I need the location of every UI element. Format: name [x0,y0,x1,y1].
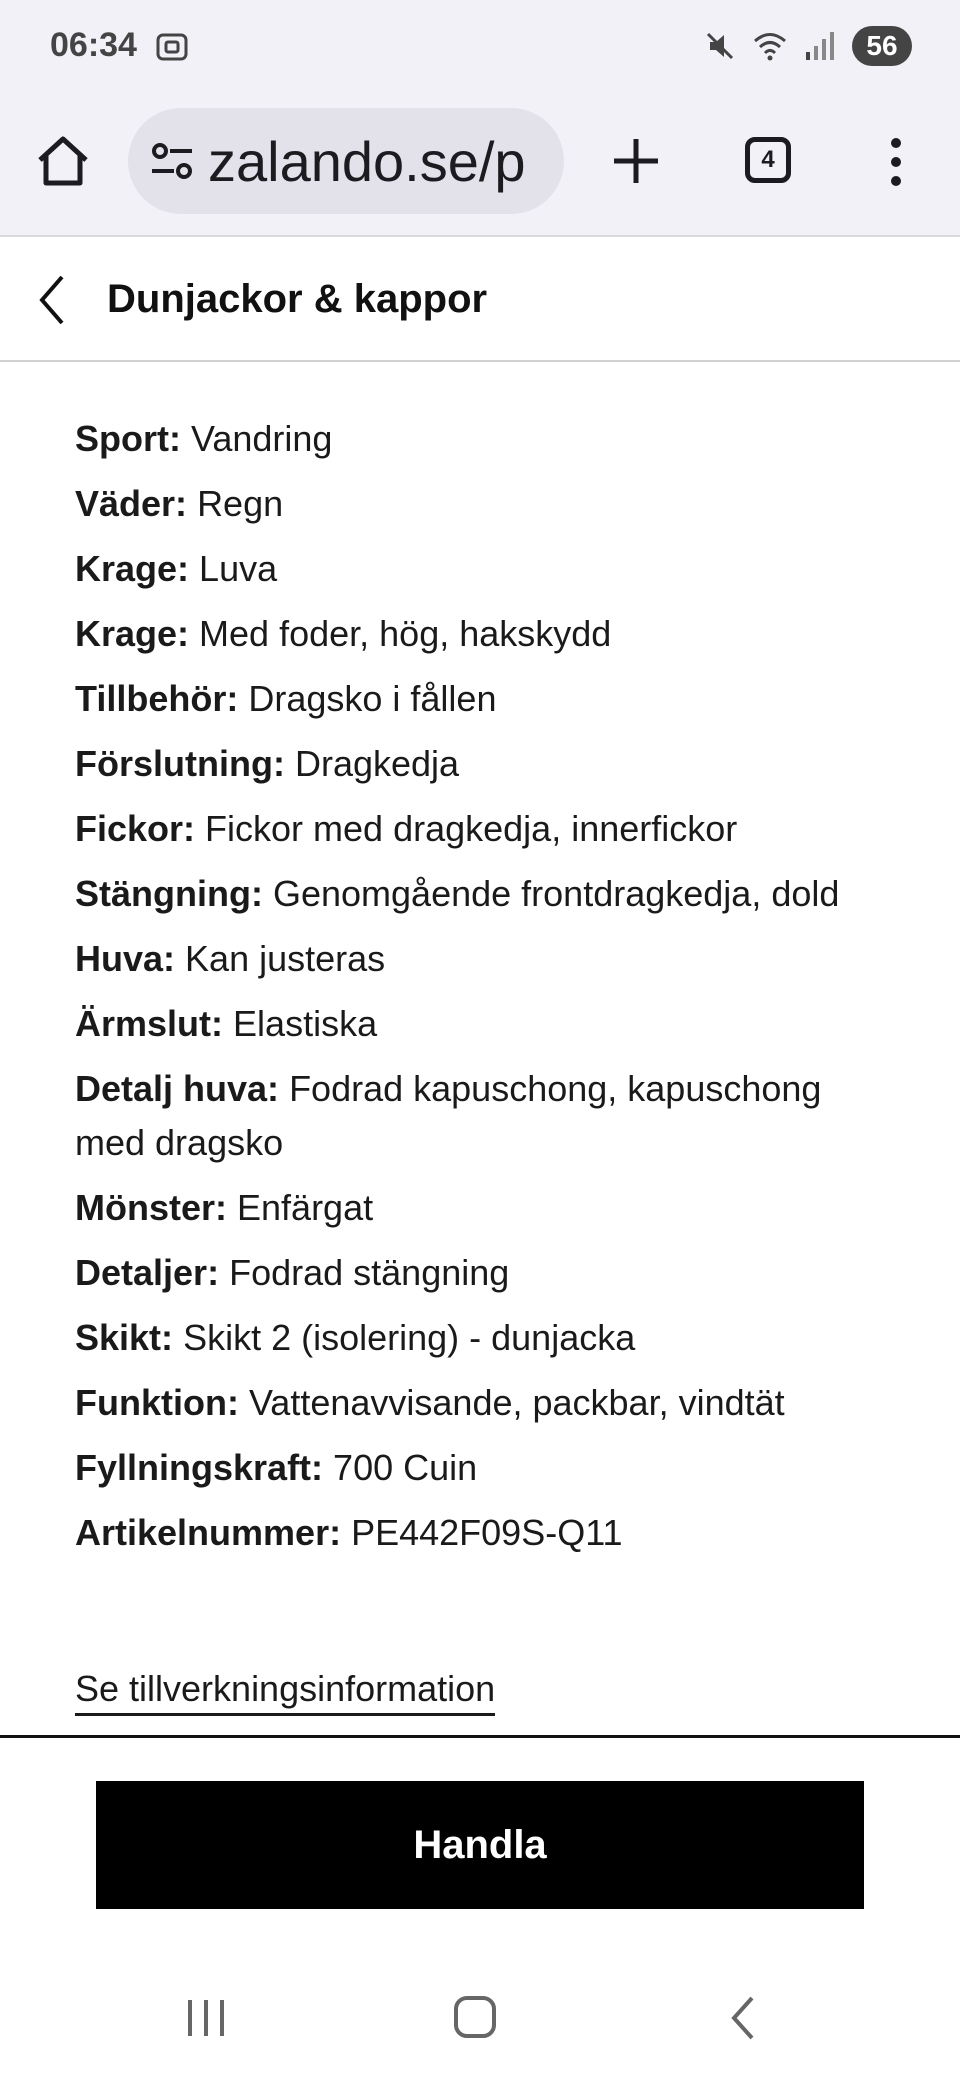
detail-value: Fodrad stängning [229,1252,510,1293]
detail-value: Skikt 2 (isolering) - dunjacka [183,1317,636,1358]
wifi-icon [752,28,788,64]
detail-key: Fickor: [75,808,196,849]
detail-value: PE442F09S-Q11 [351,1512,623,1553]
detail-key: Sport: [75,418,181,459]
detail-value: Dragsko i fållen [248,678,497,719]
detail-key: Fyllningskraft: [75,1447,324,1488]
detail-row [75,1441,895,1495]
browser-chrome [0,0,960,237]
detail-key: Krage: [75,613,190,654]
detail-key: Detaljer: [75,1252,220,1293]
status-time: 06:34 [50,26,137,64]
detail-key: Ärmslut: [75,1003,224,1044]
home-icon[interactable] [34,132,92,190]
detail-value: Dragkedja [294,743,460,784]
detail-row [75,1376,895,1430]
signal-icon [802,28,838,64]
detail-row [75,607,895,661]
detail-value: Fickor med dragkedja, innerfickor [205,808,738,849]
address-bar[interactable] [128,108,564,214]
detail-key: Förslutning: [75,743,285,784]
detail-key: Funktion: [75,1382,239,1423]
detail-row [75,737,895,791]
detail-row [75,1181,895,1235]
page-header [0,237,960,362]
detail-row [75,867,895,921]
detail-row [75,477,895,531]
detail-value: Med foder, hög, hakskydd [199,613,612,654]
detail-value: 700 Cuin [333,1447,478,1488]
url-text: zalando.se/p [208,129,526,193]
detail-key: Väder: [75,483,188,524]
detail-row [75,1311,895,1365]
detail-value: Enfärgat [237,1187,374,1228]
mute-icon [702,28,738,64]
detail-key: Skikt: [75,1317,174,1358]
detail-row [75,412,895,466]
detail-key: Huva: [75,938,176,979]
menu-dots-icon[interactable] [880,135,912,189]
detail-row [75,542,895,596]
detail-row [75,1062,895,1170]
battery-indicator: 56 [852,26,912,66]
detail-key: Artikelnummer: [75,1512,342,1553]
recents-icon[interactable] [184,1996,228,2040]
detail-value: Vandring [191,418,333,459]
detail-key: Krage: [75,548,190,589]
buy-button[interactable]: Handla [96,1781,864,1909]
detail-key: Mönster: [75,1187,227,1228]
nav-home-icon[interactable] [452,1994,498,2040]
detail-key: Detalj huva: [75,1068,280,1109]
detail-value: Elastiska [233,1003,378,1044]
tune-icon[interactable] [150,141,194,181]
system-nav-bar [0,1960,960,2080]
manufacturing-info-link[interactable]: Se tillverkningsinformation [75,1665,495,1716]
nav-back-icon[interactable] [728,1994,758,2042]
detail-row [75,997,895,1051]
product-details-list [75,412,895,1571]
detail-row [75,672,895,726]
tabs-icon[interactable]: 4 [745,137,791,183]
detail-value: Regn [197,483,284,524]
detail-value: Vattenavvisande, packbar, vindtät [248,1382,785,1423]
detail-value: Fodrad kapuschong, kapuschong med dragsko [75,1068,822,1163]
detail-key: Stängning: [75,873,263,914]
back-arrow-icon[interactable] [34,273,72,327]
detail-row [75,802,895,856]
status-icons [702,26,912,66]
detail-value: Genomgående frontdragkedja, dold [272,873,840,914]
browser-toolbar [0,105,960,217]
status-bar [0,0,960,95]
detail-row [75,1246,895,1300]
detail-value: Kan justeras [185,938,386,979]
screenshot-icon [155,30,189,64]
bottom-bar-divider [0,1735,960,1738]
plus-icon[interactable] [608,133,664,189]
detail-key: Tillbehör: [75,678,239,719]
detail-row [75,1506,895,1560]
detail-row [75,932,895,986]
page-title: Dunjackor & kappor [107,277,488,321]
detail-value: Luva [199,548,278,589]
